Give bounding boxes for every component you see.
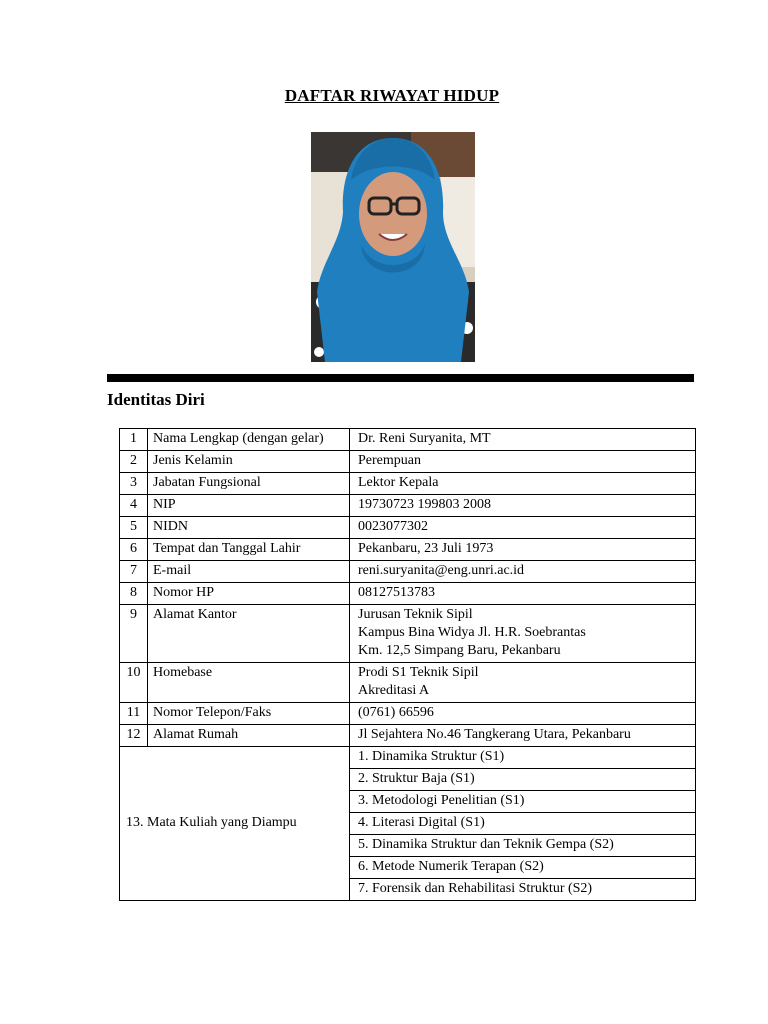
row-number: 4 bbox=[120, 495, 148, 517]
row-value: Jl Sejahtera No.46 Tangkerang Utara, Pekanbaru bbox=[350, 725, 696, 747]
table-row bbox=[120, 583, 696, 605]
table-row bbox=[120, 605, 696, 663]
portrait-photo-graphic bbox=[311, 132, 475, 362]
row-number: 12 bbox=[120, 725, 148, 747]
table-row bbox=[120, 663, 696, 703]
row-number: 1 bbox=[120, 429, 148, 451]
row-value: 19730723 199803 2008 bbox=[350, 495, 696, 517]
row-value: Lektor Kepala bbox=[350, 473, 696, 495]
row-label: Alamat Kantor bbox=[148, 605, 350, 663]
course-item: 2. Struktur Baja (S1) bbox=[350, 769, 696, 791]
course-item: 6. Metode Numerik Terapan (S2) bbox=[350, 857, 696, 879]
row-label: Nomor Telepon/Faks bbox=[148, 703, 350, 725]
row-label: Alamat Rumah bbox=[148, 725, 350, 747]
row-number: 11 bbox=[120, 703, 148, 725]
table-row bbox=[120, 495, 696, 517]
row-number: 2 bbox=[120, 451, 148, 473]
table-row bbox=[120, 561, 696, 583]
row-value: Dr. Reni Suryanita, MT bbox=[350, 429, 696, 451]
table-row bbox=[120, 451, 696, 473]
identity-table bbox=[119, 428, 696, 901]
row-value: Perempuan bbox=[350, 451, 696, 473]
course-item: 4. Literasi Digital (S1) bbox=[350, 813, 696, 835]
table-row bbox=[120, 429, 696, 451]
row-label: NIDN bbox=[148, 517, 350, 539]
row-label: Nama Lengkap (dengan gelar) bbox=[148, 429, 350, 451]
table-row bbox=[120, 517, 696, 539]
section-divider bbox=[107, 374, 694, 382]
course-item: 1. Dinamika Struktur (S1) bbox=[350, 747, 696, 769]
row-value bbox=[350, 561, 696, 583]
course-item: 7. Forensik dan Rehabilitasi Struktur (S2) bbox=[350, 879, 696, 901]
row-value: Pekanbaru, 23 Juli 1973 bbox=[350, 539, 696, 561]
row-label: Jabatan Fungsional bbox=[148, 473, 350, 495]
row-label: Tempat dan Tanggal Lahir bbox=[148, 539, 350, 561]
table-row-courses bbox=[120, 747, 696, 769]
course-item: 5. Dinamika Struktur dan Teknik Gempa (S2) bbox=[350, 835, 696, 857]
row-label: NIP bbox=[148, 495, 350, 517]
row-number: 8 bbox=[120, 583, 148, 605]
document-title: DAFTAR RIWAYAT HIDUP bbox=[284, 86, 500, 105]
row-value: 08127513783 bbox=[350, 583, 696, 605]
row-number: 10 bbox=[120, 663, 148, 703]
row-value: Jurusan Teknik Sipil Kampus Bina Widya Jl. H.R. Soebrantas Km. 12,5 Simpang Baru, Pekanbaru bbox=[350, 605, 696, 663]
row-value: (0761) 66596 bbox=[350, 703, 696, 725]
section-heading: Identitas Diri bbox=[107, 390, 205, 409]
portrait-photo bbox=[311, 132, 475, 362]
table-row bbox=[120, 539, 696, 561]
row-label: E-mail bbox=[148, 561, 350, 583]
row-number: 6 bbox=[120, 539, 148, 561]
row-label: Jenis Kelamin bbox=[148, 451, 350, 473]
table-row bbox=[120, 725, 696, 747]
row-label: Nomor HP bbox=[148, 583, 350, 605]
courses-label: 13. Mata Kuliah yang Diampu bbox=[120, 747, 350, 901]
table-row bbox=[120, 703, 696, 725]
row-number: 7 bbox=[120, 561, 148, 583]
row-label: Homebase bbox=[148, 663, 350, 703]
row-number: 5 bbox=[120, 517, 148, 539]
row-number: 3 bbox=[120, 473, 148, 495]
table-row bbox=[120, 473, 696, 495]
row-value: Prodi S1 Teknik Sipil Akreditasi A bbox=[350, 663, 696, 703]
email-link[interactable]: reni.suryanita@eng.unri.ac.id bbox=[358, 563, 525, 578]
row-value: 0023077302 bbox=[350, 517, 696, 539]
row-number: 9 bbox=[120, 605, 148, 663]
course-item: 3. Metodologi Penelitian (S1) bbox=[350, 791, 696, 813]
